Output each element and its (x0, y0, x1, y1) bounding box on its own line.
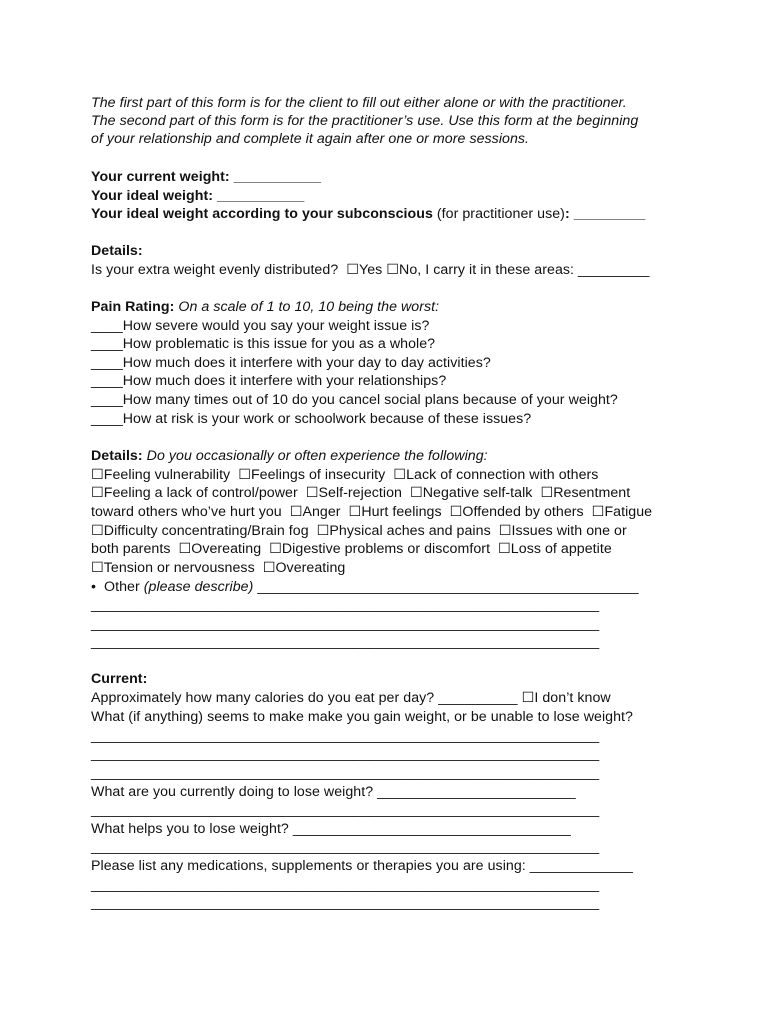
experience-options-line[interactable]: both parents ☐Overeating ☐Digestive problems or discomfort ☐Loss of appetite (91, 541, 612, 557)
medications-blank-line[interactable]: ________________________________________________________________ (91, 895, 600, 911)
experience-options-line[interactable]: toward others who’ve hurt you ☐Anger ☐Hurt feelings ☐Offended by others ☐Fatigue (91, 504, 653, 520)
gain-blank-line[interactable]: ________________________________________________________________ (91, 765, 600, 781)
experience-heading: Details: (91, 448, 143, 464)
other-field[interactable] (91, 578, 639, 596)
pain-item[interactable]: ____How much does it interfere with your day to day activities? (91, 355, 491, 371)
subconscious-label: Your ideal weight according to your subconscious (91, 206, 433, 222)
other-hint: (please describe) (139, 579, 254, 595)
other-label: • Other (91, 579, 140, 595)
helps-blank-line[interactable]: ________________________________________________________________ (91, 839, 600, 855)
subconscious-weight-field[interactable] (91, 205, 645, 223)
ideal-weight-field[interactable]: Your ideal weight: ___________ (91, 188, 305, 204)
pain-rating-subtitle: On a scale of 1 to 10, 10 being the worst: (174, 299, 440, 315)
current-heading: Current: (91, 671, 148, 687)
other-blank-line[interactable]: ________________________________________________________________ (91, 616, 600, 632)
doing-blank-line[interactable]: ________________________________________________________________ (91, 802, 600, 818)
pain-rating-title (91, 298, 439, 316)
medications-blank-line[interactable]: ________________________________________________________________ (91, 877, 600, 893)
other-blank-line[interactable]: ________________________________________________________________ (91, 634, 600, 650)
gain-blank-line[interactable]: ________________________________________________________________ (91, 728, 600, 744)
subconscious-blank: : _________ (564, 206, 646, 222)
other-blank-line[interactable]: ________________________________________________________________ (91, 597, 600, 613)
intro-line-3: of your relationship and complete it again after one or more sessions. (91, 131, 530, 147)
experience-options-line[interactable]: ☐Tension or nervousness ☐Overeating (91, 560, 346, 576)
intro-line-1: The first part of this form is for the client to fill out either alone or with the practitioner. (91, 95, 627, 111)
pain-rating-heading: Pain Rating: (91, 299, 175, 315)
experience-subtitle: Do you occasionally or often experience the following: (142, 448, 488, 464)
intro-line-2: The second part of this form is for the practitioner’s use. Use this form at the beginning (91, 113, 639, 129)
helps-question[interactable]: What helps you to lose weight? ___________________________________ (91, 821, 571, 837)
pain-item[interactable]: ____How many times out of 10 do you cancel social plans because of your weight? (91, 392, 618, 408)
experience-title (91, 447, 488, 465)
gain-question: What (if anything) seems to make make you gain weight, or be unable to lose weight? (91, 709, 633, 725)
pain-item[interactable]: ____How problematic is this issue for you as a whole? (91, 336, 436, 352)
calories-question[interactable]: Approximately how many calories do you eat per day? __________ ☐I don’t know (91, 690, 611, 706)
pain-item[interactable]: ____How much does it interfere with your relationships? (91, 373, 447, 389)
current-weight-field[interactable]: Your current weight: ___________ (91, 169, 322, 185)
experience-options-line[interactable]: ☐Difficulty concentrating/Brain fog ☐Physical aches and pains ☐Issues with one or (91, 523, 627, 539)
details-heading: Details: (91, 243, 143, 259)
pain-item[interactable]: ____How at risk is your work or schoolwork because of these issues? (91, 411, 532, 427)
pain-item[interactable]: ____How severe would you say your weight issue is? (91, 318, 430, 334)
doing-question[interactable]: What are you currently doing to lose weight? _________________________ (91, 784, 576, 800)
distribution-question[interactable]: Is your extra weight evenly distributed? ☐Yes ☐No, I carry it in these areas: _________ (91, 262, 650, 278)
gain-blank-line[interactable]: ________________________________________________________________ (91, 746, 600, 762)
experience-options-line[interactable]: ☐Feeling a lack of control/power ☐Self-rejection ☐Negative self-talk ☐Resentment (91, 485, 631, 501)
experience-options-line[interactable]: ☐Feeling vulnerability ☐Feelings of insecurity ☐Lack of connection with others (91, 467, 599, 483)
other-blank: ________________________________________________ (253, 579, 639, 595)
medications-question[interactable]: Please list any medications, supplements or therapies you are using: _____________ (91, 858, 633, 874)
practitioner-note: (for practitioner use) (432, 206, 565, 222)
